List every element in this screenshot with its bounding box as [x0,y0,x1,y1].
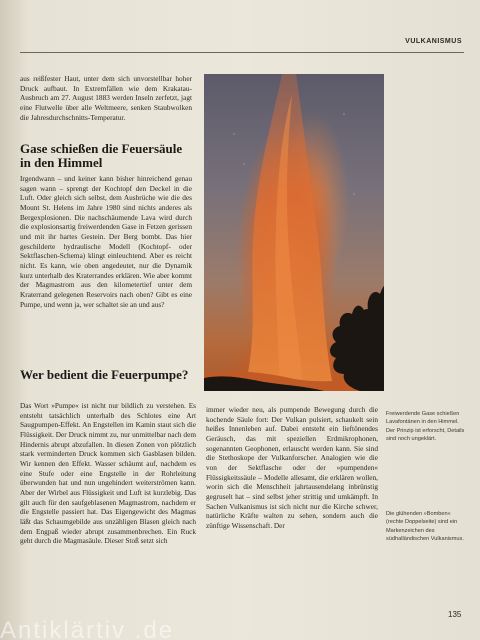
cross-reference-caption: Die glühenden »Bomben« (rechte Doppelseite) sind ein Markenzeichen des südhalländischen Vulkanismus. [386,511,464,543]
section-body-gase: Irgendwann – und keiner kann bisher hinreichend genau sagen wann – sprengt der Kochtopf den Deckel in die Luft. Oder gleich sich selbst, dem Ausbrüche wie die des Mount St. Helens im Jahre 1980 sind nichts anderes als Bergexplosionen. Die nachschäumende Lava wird durch die explosionsartig freiwerdenden Gase in Fetzen gerissen und mit ihr hartes Gestein. Der Berg bombt. Das hier geschilderte hydraulische Modell (Kochtopf- oder Sektflaschen-Schema) klingt einleuchtend. Aber es reicht nicht. Es kann, wie oben angedeutet, nur die Dynamik kurz unterhalb des Kraterrandes erklären. Wie aber kommt der Magmastrom aus den kilometertief unter dem Kraterrand gelegenen Reservoirs nach oben? Gibt es eine Pumpe, und wenn ja, wer schaltet sie an und aus? [20,174,192,309]
lava-fountain-photo [204,74,384,391]
page-number: 135 [448,610,462,619]
intro-paragraph: aus reißfester Haut, unter dem sich unvorstellbar hoher Druck aufbaut. In Extremfällen wie dem Krakatau-Ausbruch am 27. August 1883 werden Inseln zerfetzt, jagt eine Flutwelle über alle Weltmeere, senken Staubwolken die Jahresdurchschnitts-Temperatur. [20,74,192,122]
watermark-text: Antiklärtiv .de [0,617,175,640]
intro-column [20,74,192,122]
section-body-feuerpumpe: Das Wort »Pumpe« ist nicht nur bildlich zu verstehen. Es entsteht tatsächlich unterhalb des Schlotes eine Art Saugpumpen-Effekt. An Engstellen im Kamin staut sich die Flüssigkeit. Der Druck nimmt zu, nur unmittelbar nach dem Hindernis abrupt abzufallen. In diesen Zonen von plötzlich stark verminderten Druck kommen sich Gasblasen bilden. Wir kennen den Effekt. Wasser schäumt auf, nachdem es eine Stufe oder eine Engstelle in der Rohrleitung überwunden hat und nun ungehindert weiterströmen kann. Aber der Wirbel aus Flüssigkeit und Luft ist kurzlebig. Das gilt auch für den saufgeblasenen Magmastrom, nachdem er die Engstelle passiert hat. Das Eigengewicht des Magmas läßt das Schaumgebilde aus unzähligen Blasen gleich nach dem Engpaß wieder abrupt zusammenbrechen. Ein Ruck geht durch die Magmasäule. Dieser Stoß setzt sich [20,401,196,546]
lava-fountain-illustration [204,74,384,391]
running-head-title: VULKANISMUS [405,38,462,45]
running-head [20,38,464,53]
section-heading-feuerpumpe: Wer bedient die Feuerpumpe? [20,367,189,382]
section-heading-gase: Gase schießen die Feuersäule in den Himmel [20,141,183,170]
middle-column-paragraph: immer wieder neu, als pumpende Bewegung durch die kochende Säule fort: Der Vulkan pulsiert, schaukelt sein heißes Innenleben auf. Dabei entsteht ein lieftönendes Geräusch, das mit speziellen Erdmikrophonen, sogenannten Geophonen, erlauscht werden kann. Sie sind die Stethoskope der Vulkanforscher. Analogien wie die von der Sektflasche oder der »pumpenden« Flüssigkeitssäule – Modelle allesamt, die erklären wollen, worin sich die Menschheit jahrtausendelang inbrünstig gegruselt hat – sind selbst jeher strittig und umkämpft. In Sachen Vulkanismus ist sich nicht nur die Kirche schwer, natürliche Kräfte walten zu sehen, sondern auch die zünftige Wissenschaft. Der [206,405,378,530]
photo-caption: Freiwerdende Gase schießen Lavafontänen in den Himmel. Der Prinzip ist erforscht, Details sind noch ungeklärt. [386,411,465,443]
